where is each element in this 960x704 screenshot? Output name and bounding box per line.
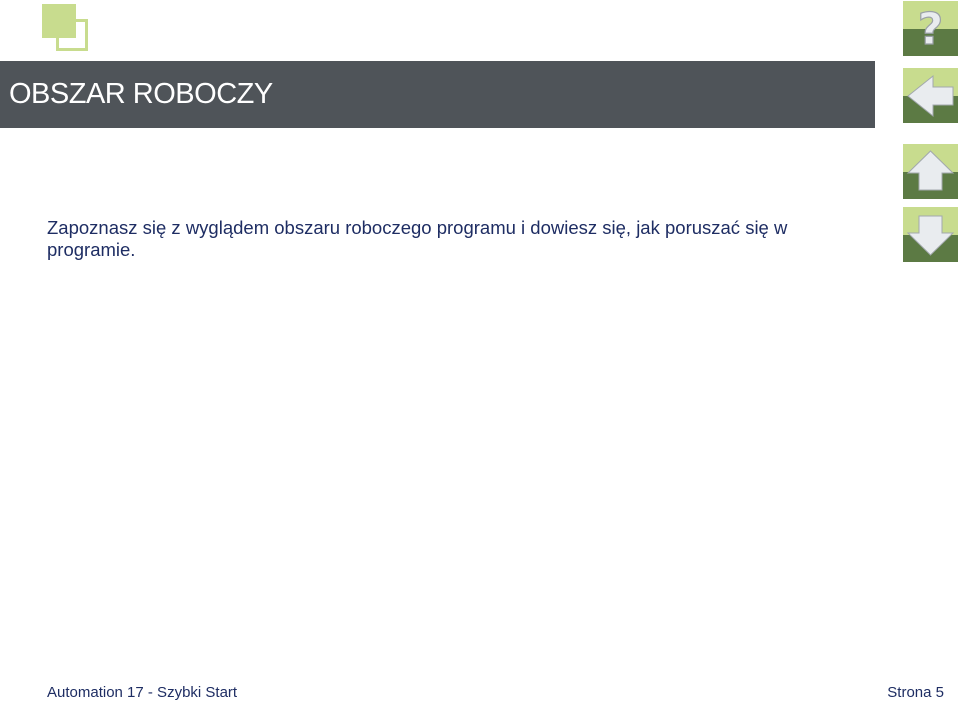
arrow-up-icon bbox=[903, 144, 958, 199]
logo-square-outline bbox=[56, 19, 88, 51]
scroll-down-button[interactable] bbox=[903, 207, 958, 262]
help-button[interactable] bbox=[903, 1, 958, 56]
previous-page-button[interactable] bbox=[903, 68, 958, 123]
logo-squares bbox=[42, 4, 88, 50]
page-title: OBSZAR ROBOCZY bbox=[9, 78, 273, 110]
footer-page-number: Strona 5 bbox=[887, 684, 944, 701]
footer-document-title: Automation 17 - Szybki Start bbox=[47, 684, 238, 701]
help-symbol: ? bbox=[917, 4, 944, 55]
question-icon bbox=[903, 1, 958, 56]
title-bar bbox=[0, 61, 875, 128]
intro-text: Zapoznasz się z wyglądem obszaru roboczego programu i dowiesz się, jak poruszać się w programie. bbox=[47, 217, 788, 260]
arrow-left-icon bbox=[903, 68, 958, 123]
arrow-down-icon bbox=[903, 207, 958, 262]
scroll-up-button[interactable] bbox=[903, 144, 958, 199]
